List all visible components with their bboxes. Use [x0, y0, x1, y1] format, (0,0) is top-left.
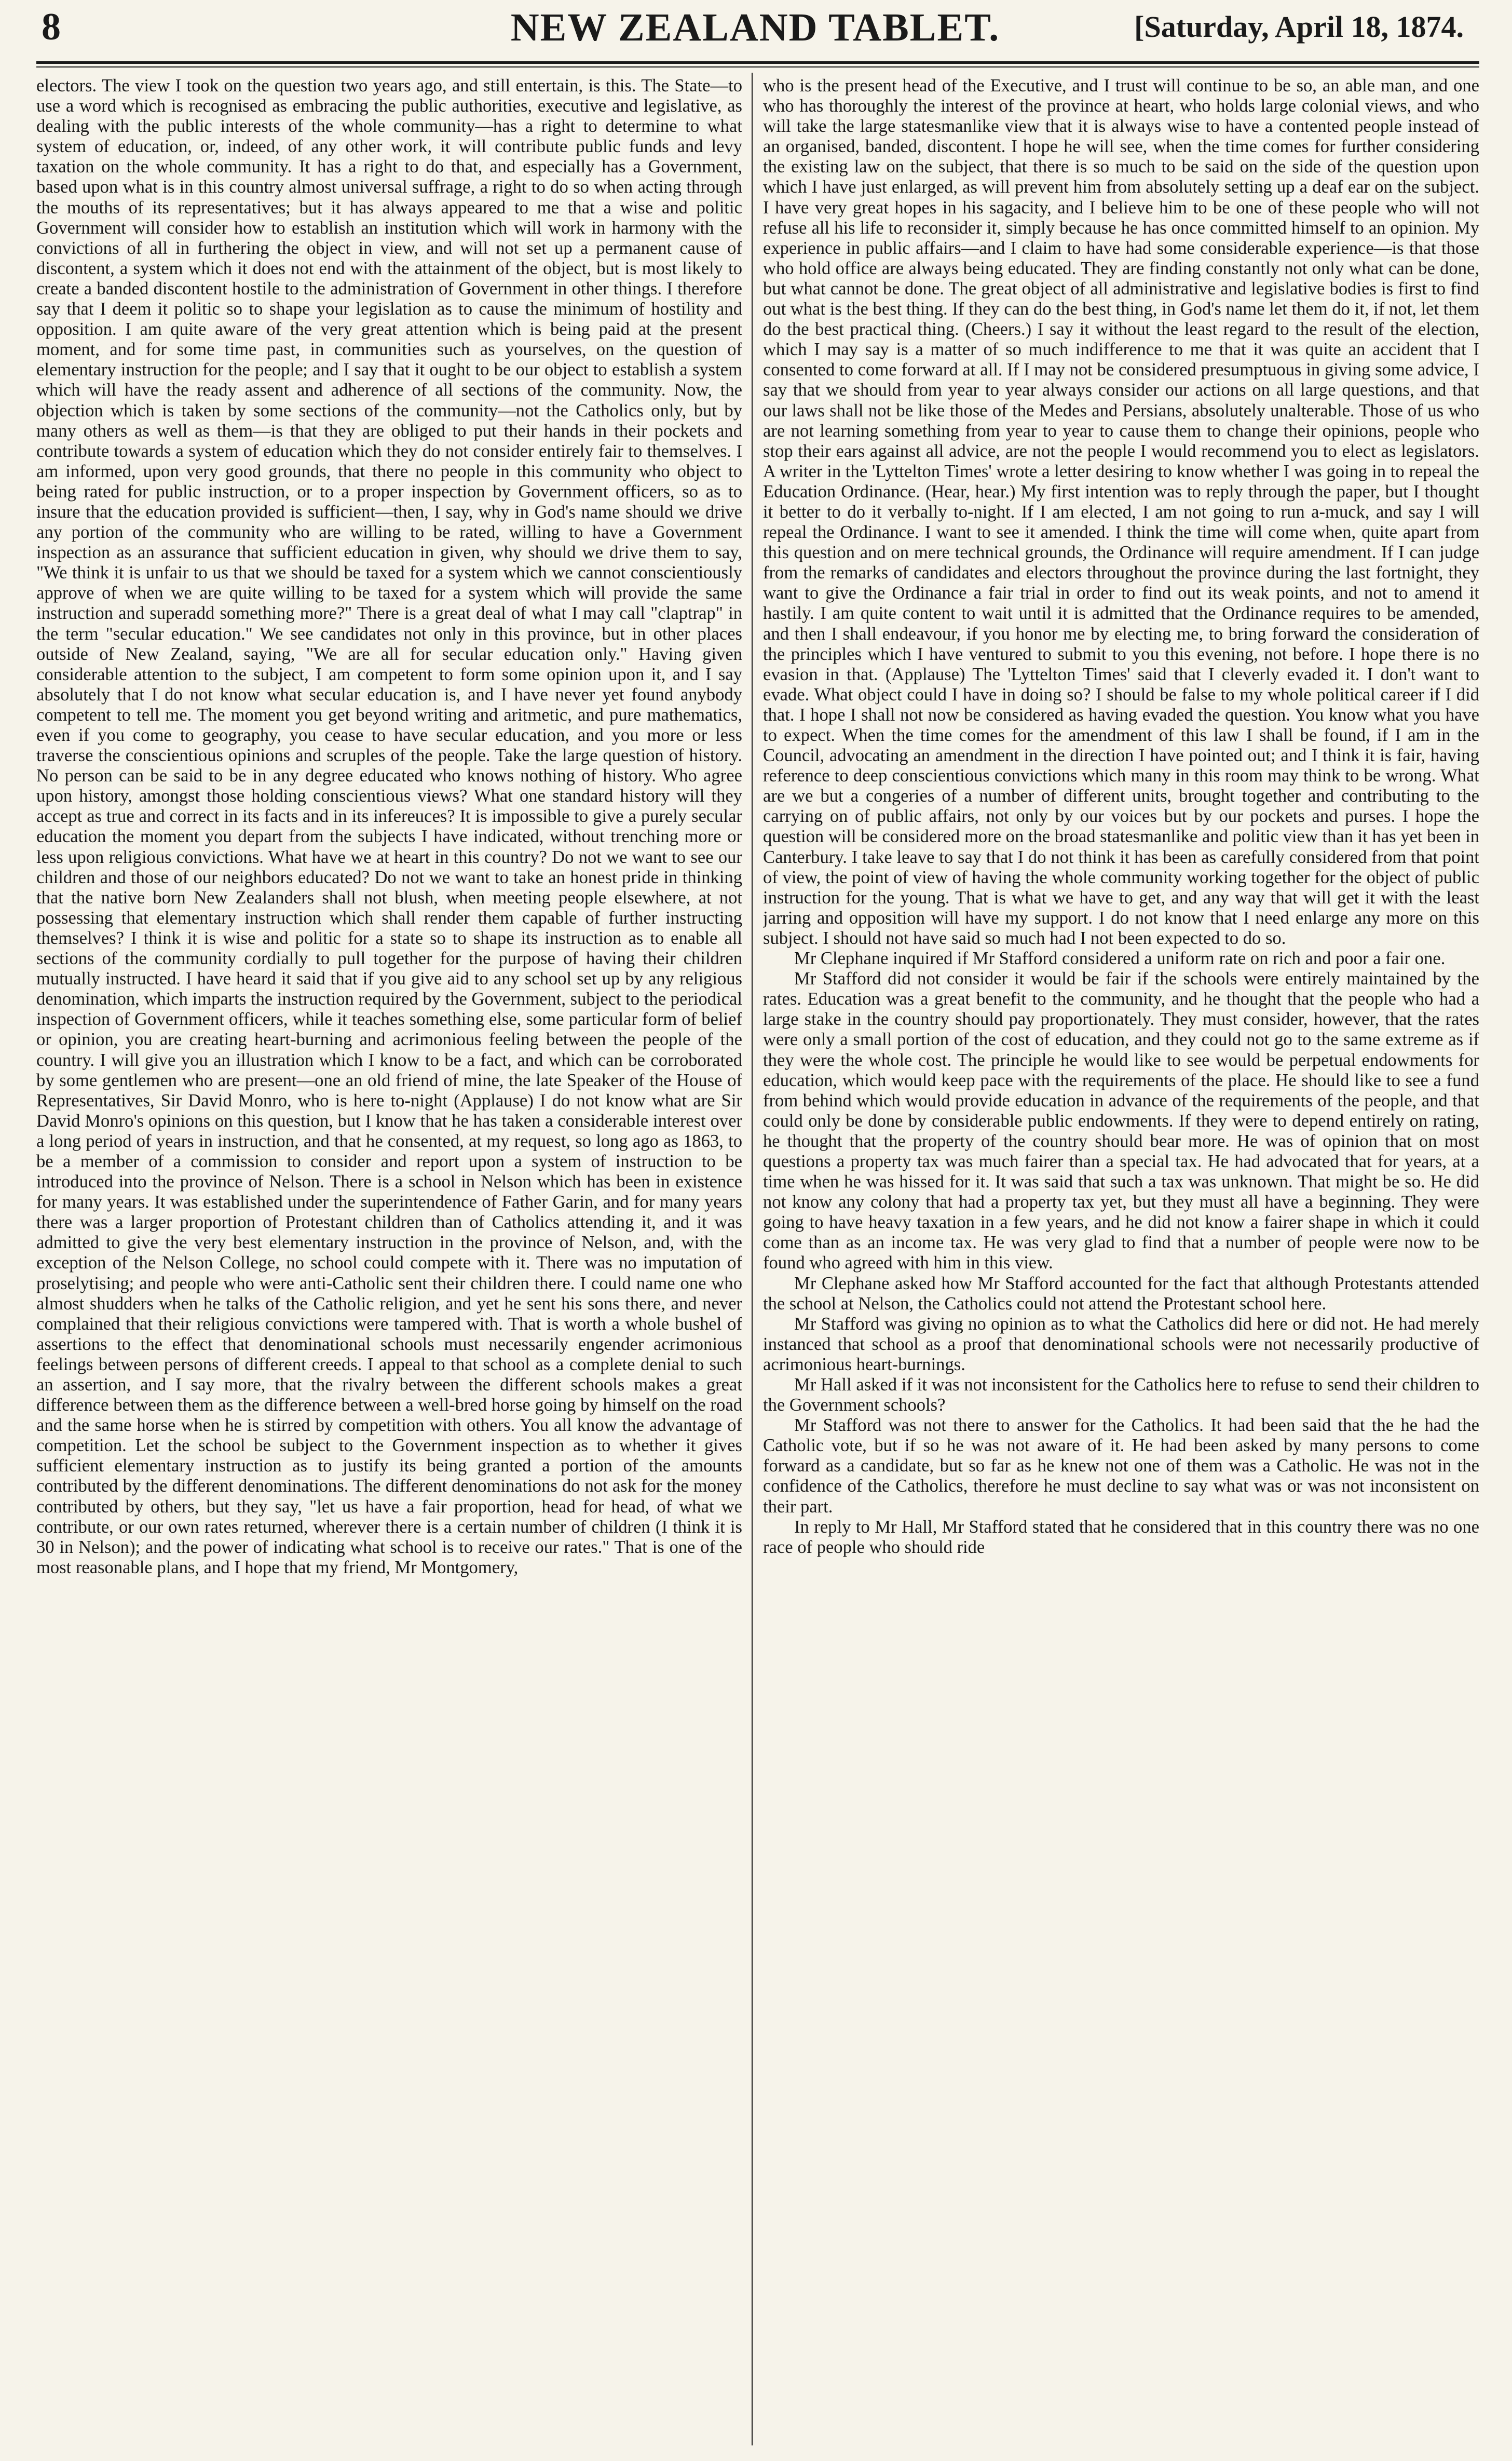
article-paragraph: Mr Hall asked if it was not inconsistent for the Catholics here to refuse to send their children to the Government schools?: [763, 1375, 1479, 1415]
article-paragraph: Mr Clephane asked how Mr Stafford accounted for the fact that although Protestants attended the school at Nelson, the Catholics could not attend the Protestant school here.: [763, 1273, 1479, 1314]
article-paragraph: who is the present head of the Executive, and I trust will continue to be so, an able man, and one who has thoroughly the interest of the province at heart, who holds large colonial views, and who will take the large statesmanlike view that it is always wise to have a contented people instead of an organised, banded, discontent. I hope he will see, when the time comes for further considering the existing law on the subject, that there is so much to be said on the side of the question upon which I have just enlarged, as will prevent him from absolutely setting up a deaf ear on the subject. I have very great hopes in his sagacity, and I believe him to be one of these people who will not refuse all his life to reconsider it, simply because he has once committed himself to an opinion. My experience in public affairs—and I claim to have had some considerable experience—is that those who hold office are always being educated. They are finding constantly not only what can be done, but what cannot be done. The great object of all administrative and legislative bodies is first to find out what is the best thing. If they can do the best thing, in God's name let them do it, if not, let them do the best practical thing. (Cheers.) I say it without the least regard to the result of the election, which I may say is a matter of so much indifference to me that it was quite an accident that I consented to come forward at all. If I may not be considered presumptuous in giving some advice, I say that we should from year to year always consider our actions on all large questions, and that our laws shall not be like those of the Medes and Persians, absolutely unalterable. Those of us who are not learning something from year to year to cause them to change their opinions, people who stop their ears against all advice, are not the people I would recommend you to elect as legislators. A writer in the 'Lyttelton Times' wrote a letter desiring to know whether I was going in to repeal the Education Ordinance. (Hear, hear.) My first intention was to reply through the paper, but I thought it better to do it verbally to-night. If I am elected, I am not going to run a-muck, and say I will repeal the Ordinance. I want to see it amended. I think the time will come when, quite apart from this question and on mere technical grounds, the Ordinance will require amendment. If I can judge from the remarks of candidates and electors throughout the province during the last fortnight, they want to give the Ordinance a fair trial in order to find out its weak points, and not to amend it hastily. I am quite content to wait until it is admitted that the Ordinance requires to be amended, and then I shall endeavour, if you honor me by electing me, to bring forward the consideration of the principles which I have ventured to submit to you this evening, not before. I hope there is no evasion in that. (Applause) The 'Lyttelton Times' said that I cleverly evaded it. I don't want to evade. What object could I have in doing so? I should be false to my whole political career if I did that. I hope I shall not now be considered as having evaded the question. You know what you have to expect. When the time comes for the amendment of this law I shall be found, if I am in the Council, advocating an amendment in the direction I have pointed out; and I think it is fair, having reference to deep conscientious convictions which many in this room may think to be wrong. What are we but a congeries of a number of different units, brought together and contributing to the carrying on of public affairs, not only by our voices but by our pockets and purses. I hope the question will be considered more on the broad statesmanlike and politic view than it has yet been in Canterbury. I take leave to say that I do not think it has been as carefully considered from that point of view, the point of view of having the whole community working together for the object of public instruction for the young. That is what we have to get, and any way that will get it with the least jarring and opposition will have my support. I do not know that I need enlarge any more on this subject. I should not have said so much had I not been expected to do so.: [763, 76, 1479, 948]
masthead-rule-thin: [36, 66, 1479, 67]
right-column: [763, 76, 1479, 2443]
issue-date: [Saturday, April 18, 1874.: [1134, 10, 1464, 44]
left-column: [36, 76, 742, 2443]
article-paragraph: Mr Stafford was not there to answer for the Catholics. It had been said that the he had the Catholic vote, but if so he was not aware of it. He had been asked by many persons to come forward as a candidate, but so far as he knew not one of them was a Catholic. He was not in the confidence of the Catholics, therefore he must decline to say what was or was not inconsistent on their part.: [763, 1415, 1479, 1517]
masthead-rule-thick: [36, 61, 1479, 64]
article-paragraph: electors. The view I took on the question two years ago, and still entertain, is this. The State—to use a word which is recognised as embracing the public authorities, executive and legislative, as dealing with the public interests of the whole community—has a right to determine to what system of education, or, indeed, of any other work, it will contribute public funds and levy taxation on the whole community. It has a right to do that, and especially has a Government, based upon what is in this country almost universal suffrage, a right to do so when acting through the mouths of its representatives; but it has always appeared to me that a wise and politic Government will consider how to establish an institution which will work in harmony with the convictions of all in furthering the object in view, and will not set up a permanent cause of discontent, a system which it does not end with the attainment of the object, but is most likely to create a banded discontent hostile to the administration of Government in other things. I therefore say that I deem it politic so to shape your legislation as to cause the minimum of hostility and opposition. I am quite aware of the very great attention which is being paid at the present moment, and for some time past, in communities such as yourselves, on the question of elementary instruction for the people; and I say that it ought to be our object to establish a system which will have the ready assent and adherence of all sections of the community. Now, the objection which is taken by some sections of the community—not the Catholics only, but by many others as well as them—is that they are obliged to put their hands in their pockets and contribute towards a system of education which they do not consider entirely fair to themselves. I am informed, upon very good grounds, that there no people in this community who object to being rated for public instruction, or to a proper inspection by Government officers, so as to insure that the education provided is sufficient—then, I say, why in God's name should we drive any portion of the community who are willing to be rated, willing to have a Government inspection as an assurance that sufficient education in given, why should we drive them to say, "We think it is unfair to us that we should be taxed for a system which we cannot conscientiously approve of when we are quite willing to be taxed for a system which will provide the same instruction and superadd something more?" There is a great deal of what I may call "claptrap" in the term "secular education." We see candidates not only in this province, but in other places outside of New Zealand, saying, "We are all for secular education only." Having given considerable attention to the subject, I am competent to form some opinion upon it, and I say absolutely that I do not know what secular education is, and I have never yet found anybody competent to tell me. The moment you get beyond writing and aritmetic, and pure mathematics, even if you come to geography, you cease to have secular education, and you more or less traverse the conscientious opinions and scruples of the people. Take the large question of history. No person can be said to be in any degree educated who knows nothing of history. Who agree upon history, amongst those holding conscientious views? What one standard history will they accept as true and correct in its facts and in its infereuces? It is impossible to give a purely secular education the moment you depart from the subjects I have indicated, without trenching more or less upon religious convictions. What have we at heart in this country? Do not we want to see our children and those of our neighbors educated? Do not we want to take an honest pride in thinking that the native born New Zealanders shall not blush, when meeting people elsewhere, at not possessing that elementary instruction which shall render them capable of further instructing themselves? I think it is wise and politic for a state so to shape its instruction as to enable all sections of the community cordially to pull together for the purpose of having their children mutually instructed. I have heard it said that if you give aid to any school set up by any religious denomination, which imparts the instruction required by the Government, subject to the periodical inspection of Government officers, while it teaches something else, some particular form of belief or opinion, you are creating heart-burning and acrimonious feeling between the people of the country. I will give you an illustration which I know to be a fact, and which can be corroborated by some gentlemen who are present—one an old friend of mine, the late Speaker of the House of Representatives, Sir David Monro, who is here to-night (Applause) I do not know what are Sir David Monro's opinions on this question, but I know that he has taken a considerable interest over a long period of years in instruction, and that he consented, at my request, so long ago as 1863, to be a member of a commission to consider and report upon a system of instruction to be introduced into the province of Nelson. There is a school in Nelson which has been in existence for many years. It was established under the superintendence of Father Garin, and for many years there was a larger proportion of Protestant children than of Catholics attending it, and it was admitted to give the very best elementary instruction in the province of Nelson, and, with the exception of the Nelson College, no school could compete with it. There was no imputation of proselytising; and people who were anti-Catholic sent their children there. I could name one who almost shudders when he talks of the Catholic religion, and yet he sent his sons there, and never complained that their religious convictions were tampered with. That is worth a whole bushel of assertions to the effect that denominational schools must necessarily engender acrimonious feelings between persons of different creeds. I appeal to that school as a complete denial to such an assertion, and I say more, that the rivalry between the different schools makes a great difference between them as the difference between a well-bred horse going by himself on the road and the same horse when he is stirred by competition with others. You all know the advantage of competition. Let the school be subject to the Government inspection as to whether it gives sufficient elementary instruction as to justify its being granted a portion of the amounts contributed by the different denominations. The different denominations do not ask for the money contributed by others, but they say, "let us have a fair proportion, head for head, of what we contribute, or our own rates returned, wherever there is a certain number of children (I think it is 30 in Nelson); and the power of indicating what school is to receive our rates." That is one of the most reasonable plans, and I hope that my friend, Mr Montgomery,: [36, 76, 742, 1577]
article-paragraph: Mr Stafford was giving no opinion as to what the Catholics did here or did not. He had merely instanced that school as a proof that denominational schools were not necessarily productive of acrimonious heart-burnings.: [763, 1314, 1479, 1374]
article-paragraph: Mr Clephane inquired if Mr Stafford considered a uniform rate on rich and poor a fair one.: [794, 949, 1446, 969]
column-divider: [752, 73, 753, 2445]
article-paragraph: In reply to Mr Hall, Mr Stafford stated that he considered that in this country there was no one race of people who should ride: [763, 1517, 1479, 1557]
masthead: [36, 5, 1474, 67]
page-number: 8: [42, 6, 61, 48]
newspaper-title: NEW ZEALAND TABLET.: [510, 6, 1000, 49]
article-paragraph: Mr Stafford did not consider it would be fair if the schools were entirely maintained by the rates. Education was a great benefit to the community, and he thought that the people who had a large stake in the country should pay proportionately. They must consider, however, that the rates were only a small portion of the cost of education, and they could not go to the same extreme as if they were the whole cost. The principle he would like to see would be perpetual endowments for education, which would keep pace with the requirements of the place. He should like to see a fund from behind which would provide education in advance of the requirements of the people, and that could only be done by considerable public endowments. If they were to depend entirely on rating, he thought that the property of the country should bear more. He was of opinion that on most questions a property tax was much fairer than a special tax. He had advocated that for years, at a time when he was hissed for it. It was said that such a tax was unknown. That might be so. He did not know any colony that had a property tax yet, but they must all have a beginning. They were going to have heavy taxation in a few years, and he did not know a fairer shape in which it could come than as an income tax. He was very glad to find that a number of people were now to be found who agreed with him in this view.: [763, 969, 1479, 1273]
